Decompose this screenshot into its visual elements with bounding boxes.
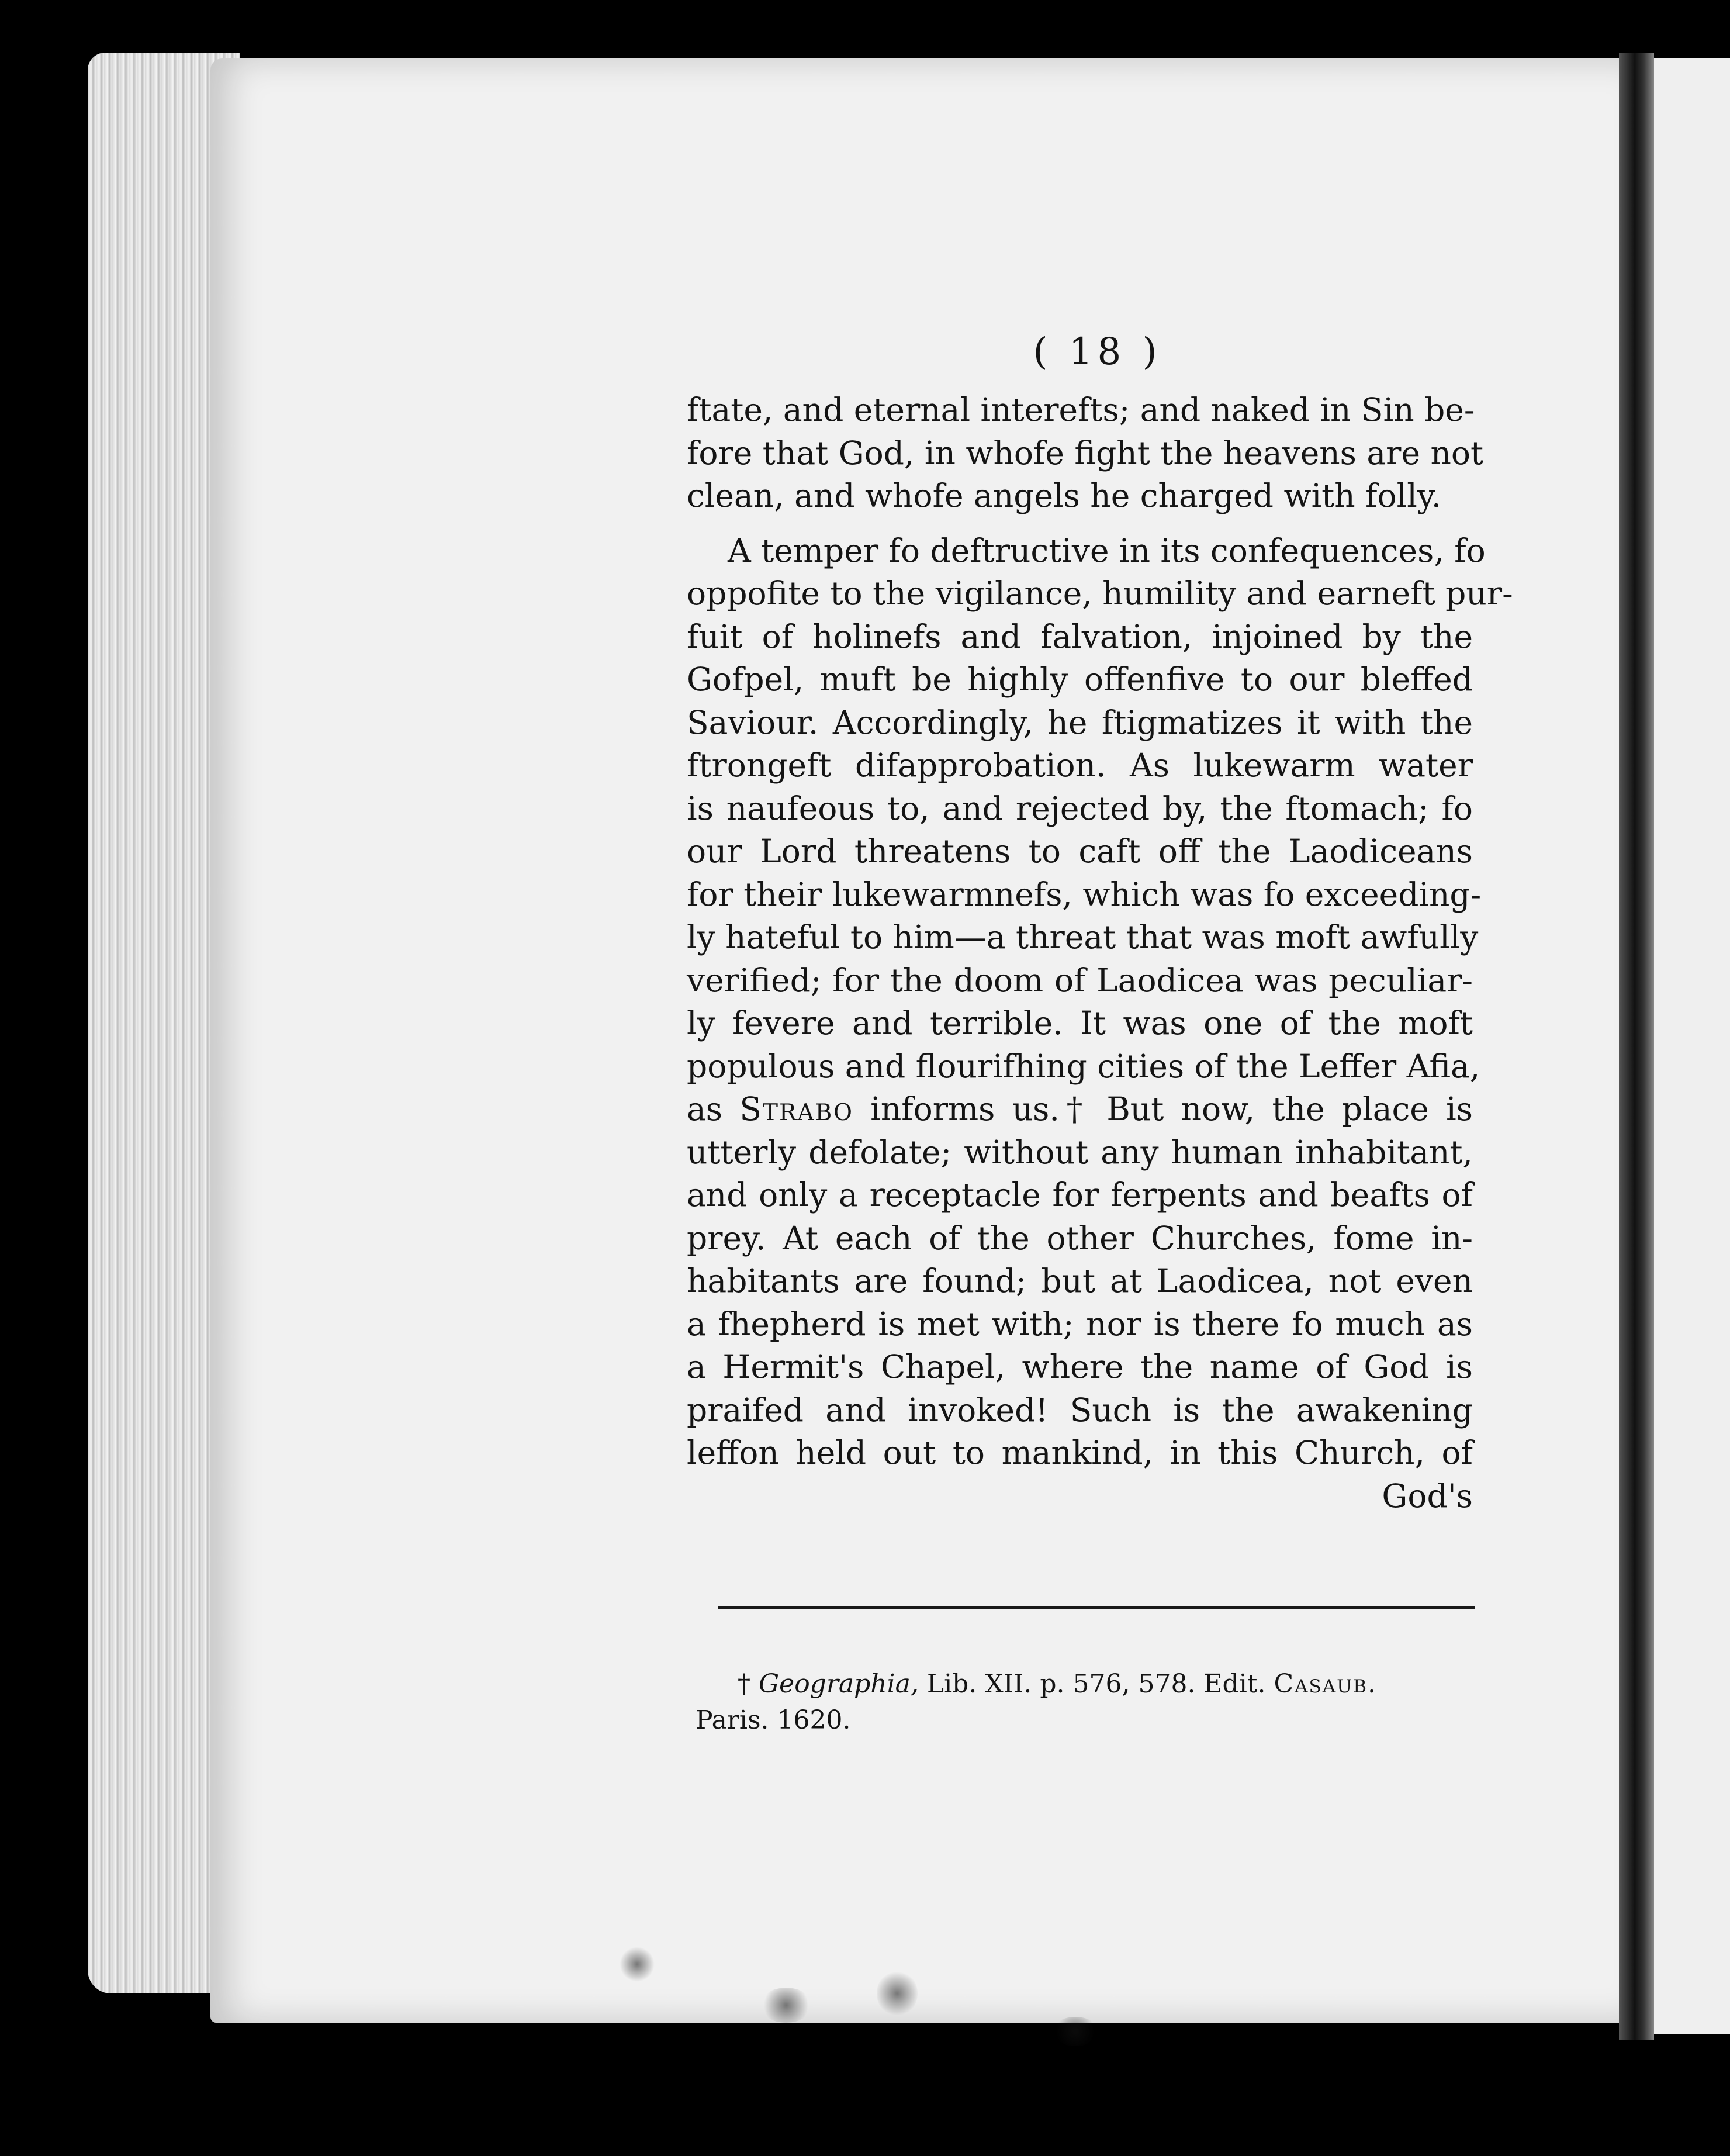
footnote-editor: Casaub. bbox=[1274, 1669, 1378, 1699]
text-line-strabo bbox=[687, 1088, 1473, 1131]
author-name: Strabo bbox=[739, 1090, 853, 1128]
catchword: God's bbox=[1382, 1477, 1473, 1515]
facing-page-edge bbox=[1654, 58, 1730, 2034]
text-segment: informs us.† But now, the place is bbox=[853, 1090, 1473, 1128]
text-line: verified; for the doom of Laodicea was peculiar- bbox=[687, 961, 1473, 999]
text-line: our Lord threatens to caft off the Laodiceans bbox=[687, 832, 1473, 870]
footnote-line: Paris. 1620. bbox=[696, 1705, 851, 1735]
text-line: ly fevere and terrible. It was one of the moft bbox=[687, 1004, 1473, 1042]
text-line: is naufeous to, and rejected by, the ftomach; fo bbox=[687, 789, 1473, 827]
ink-smudge bbox=[877, 1970, 918, 2017]
footnote-title: Geographia, bbox=[759, 1669, 919, 1699]
text-line: ftate, and eternal interefts; and naked in Sin be- bbox=[687, 391, 1475, 429]
text-line: ly hateful to him—a threat that was moft awfully bbox=[687, 918, 1479, 956]
body-text bbox=[687, 330, 1513, 1518]
text-line: and only a receptacle for ferpents and beafts of bbox=[687, 1176, 1473, 1214]
text-line: for their lukewarmnefs, which was fo exceeding- bbox=[687, 875, 1482, 913]
text-line: fuit of holinefs and falvation, injoined by the bbox=[687, 617, 1473, 655]
text-segment: as bbox=[687, 1090, 740, 1128]
text-line: prey. At each of the other Churches, fome in- bbox=[687, 1219, 1473, 1257]
ink-smudge bbox=[620, 1947, 655, 1982]
ink-smudge bbox=[1052, 2017, 1099, 2046]
text-line: oppofite to the vigilance, humility and earneft pur- bbox=[687, 575, 1513, 612]
page-number: ( 18 ) bbox=[1033, 330, 1162, 374]
text-line: A temper fo deftructive in its confequences, fo bbox=[728, 531, 1486, 569]
footnote-line bbox=[696, 1666, 1479, 1702]
text-line: Saviour. Accordingly, he ftigmatizes it with the bbox=[687, 703, 1473, 741]
ink-smudge bbox=[760, 1988, 812, 2023]
text-line: clean, and whofe angels he charged with folly. bbox=[687, 477, 1442, 514]
paragraph-gap bbox=[687, 518, 1473, 530]
text-line: ftrongeft difapprobation. As lukewarm water bbox=[687, 747, 1473, 784]
text-line: habitants are found; but at Laodicea, not even bbox=[687, 1262, 1473, 1300]
text-line: a fhepherd is met with; nor is there fo much as bbox=[687, 1305, 1473, 1343]
text-line: fore that God, in whofe fight the heavens are not bbox=[687, 434, 1484, 472]
text-line: leffon held out to mankind, in this Church, of bbox=[687, 1434, 1473, 1471]
book-gutter bbox=[1619, 53, 1654, 2040]
text-line: utterly defolate; without any human inhabitant, bbox=[687, 1133, 1473, 1171]
text-line: populous and flourifhing cities of the Leffer Afia, bbox=[687, 1047, 1480, 1085]
footnote bbox=[696, 1666, 1479, 1739]
text-line: praifed and invoked! Such is the awakening bbox=[687, 1391, 1473, 1429]
text-line: a Hermit's Chapel, where the name of God is bbox=[687, 1348, 1473, 1385]
footnote-rule bbox=[718, 1606, 1475, 1609]
dagger-mark: † bbox=[738, 1669, 759, 1699]
footnote-text: Lib. XII. p. 576, 578. Edit. bbox=[918, 1669, 1274, 1699]
text-line: Gofpel, muft be highly offenfive to our bleffed bbox=[687, 661, 1473, 698]
